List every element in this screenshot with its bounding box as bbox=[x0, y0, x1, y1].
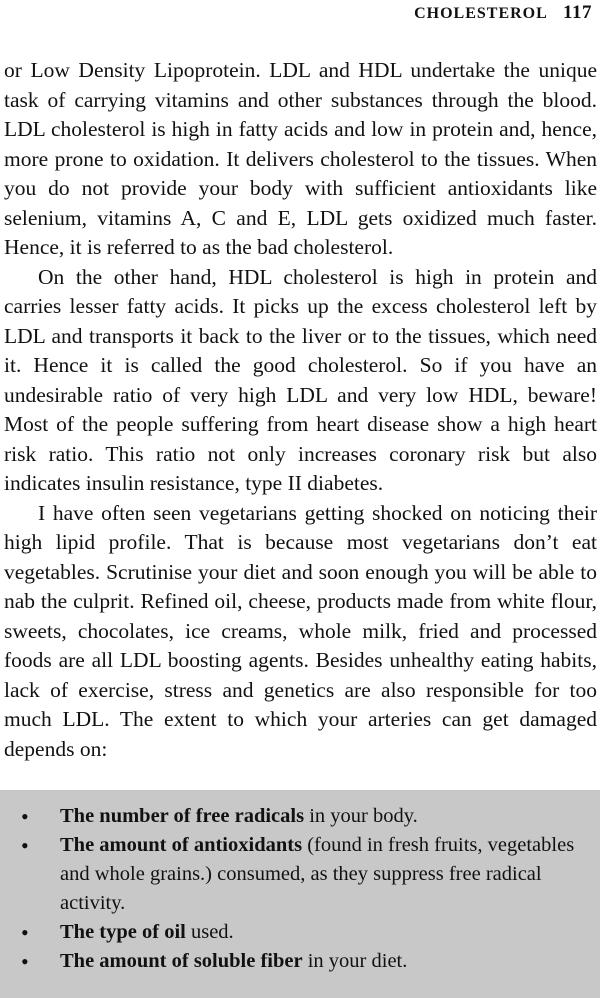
item-text: in your body. bbox=[304, 805, 418, 827]
item-bold-text: The number of free radicals bbox=[60, 805, 305, 827]
item-text: (found in fresh fruits, vegetables and whole grains.) consumed, as they suppress free radical activity. bbox=[60, 834, 575, 914]
paragraph-1: or Low Density Lipoprotein. LDL and HDL undertake the unique task of carrying vitamins and other substances through the blood. LDL cholesterol is high in fatty acids and low in protein and, hence, more prone to oxidation. It delivers cholesterol to the tissues. When you do not provide your body with sufficient antioxidants like selenium, vitamins A, C and E, LDL gets oxidized much faster. Hence, it is referred to as the bad cholesterol. bbox=[4, 58, 597, 259]
list-item bbox=[18, 831, 586, 918]
paragraph-2: On the other hand, HDL cholesterol is high in protein and carries lesser fatty acids. It picks up the excess cholesterol left by LDL and transports it back to the liver or to the tissues, which need it. Hence it is called the good cholesterol. So if you have an undesirable ratio of very high LDL and very low HDL, beware! Most of the people suffering from heart disease show a high heart risk ratio. This ratio not only increases coronary risk but also indicates insulin resistance, type II diabetes. bbox=[4, 264, 597, 495]
bullet-icon: • bbox=[21, 949, 29, 974]
item-text: in your diet. bbox=[302, 950, 408, 972]
item-bold-text: The amount of soluble fiber bbox=[60, 950, 303, 972]
bullet-icon: • bbox=[21, 833, 29, 858]
page-number: 117 bbox=[563, 2, 592, 23]
bullet-icon: • bbox=[21, 804, 29, 829]
list-item bbox=[18, 802, 586, 831]
running-header bbox=[414, 2, 592, 24]
item-bold-text: The amount of antioxidants bbox=[60, 834, 303, 856]
paragraph-3: I have often seen vegetarians getting shocked on noticing their high lipid profile. That is because most vegetarians don’t eat vegetables. Scrutinise your diet and soon enough you will be able to nab the culprit. Refined oil, cheese, products made from white flour, sweets, chocolates, ice creams, whole milk, fried and processed foods are all LDL boosting agents. Besides unhealthy eating habits, lack of exercise, stress and genetics are also responsible for too much LDL. The extent to which your arteries can get damaged depends on: bbox=[4, 500, 597, 761]
body-text bbox=[4, 56, 597, 764]
factor-list bbox=[0, 790, 600, 976]
list-item bbox=[18, 918, 586, 947]
item-bold-text: The type of oil bbox=[60, 921, 186, 943]
highlight-box bbox=[0, 790, 600, 998]
item-text: used. bbox=[185, 921, 234, 943]
list-item bbox=[18, 947, 586, 976]
chapter-title: CHOLESTEROL bbox=[414, 5, 548, 22]
bullet-icon: • bbox=[21, 920, 29, 945]
